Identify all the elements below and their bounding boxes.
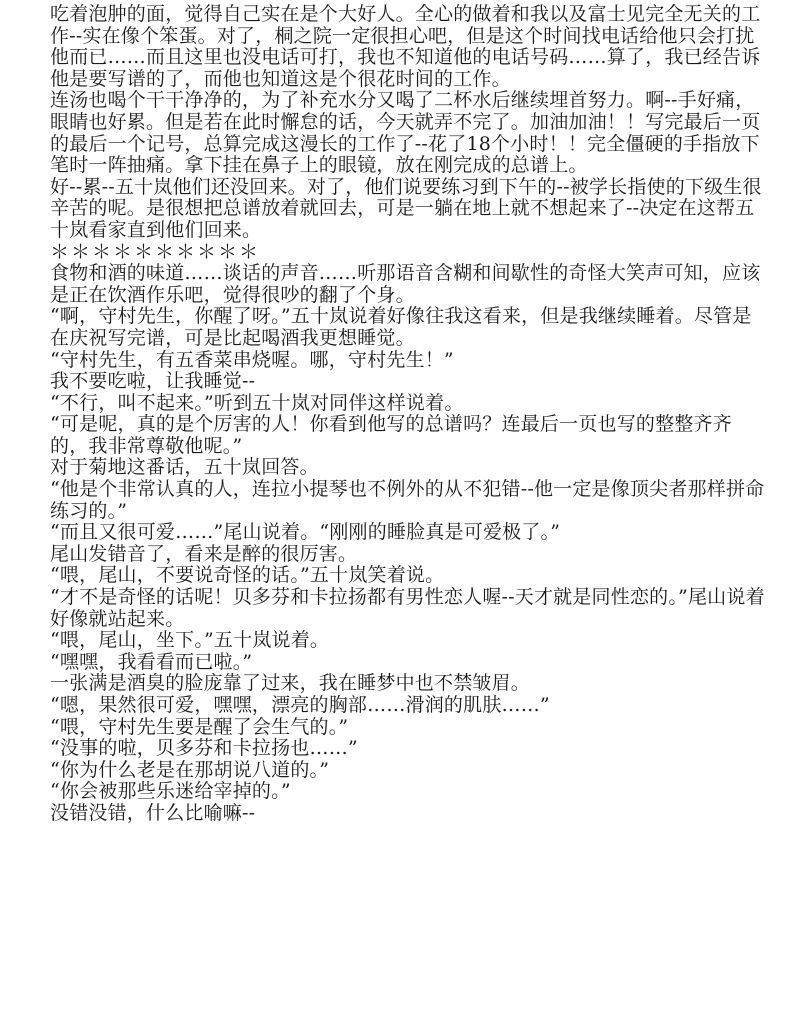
- paragraph: “啊，守村先生，你醒了呀。”五十岚说着好像往我这看来，但是我继续睡着。尽管是在庆祝写完谱，可是比起喝酒我更想睡觉。: [50, 305, 752, 349]
- paragraph: “嘿嘿，我看看而已啦。”: [50, 650, 253, 673]
- scene-break-asterisks: ＊＊＊＊＊＊＊＊＊＊: [50, 240, 261, 263]
- paragraph: “你为什么老是在那胡说八道的。”: [50, 758, 330, 781]
- paragraph: “喂，守村先生要是醒了会生气的。”: [50, 715, 349, 738]
- novel-text-body: [50, 4, 770, 825]
- paragraph: 尾山发错音了，看来是醉的很厉害。: [50, 542, 358, 565]
- paragraph: “你会被那些乐迷给宰掉的。”: [50, 780, 291, 803]
- paragraph: “嗯，果然很可爱，嘿嘿，漂亮的胸部……滑润的肌肤……”: [50, 694, 550, 716]
- paragraph: “喂，尾山，不要说奇怪的话。”五十岚笑着说。: [50, 564, 445, 587]
- paragraph: “没事的啦，贝多芬和卡拉扬也……”: [50, 737, 358, 760]
- paragraph: “才不是奇怪的话呢！贝多芬和卡拉扬都有男性恋人喔--天才就是同性恋的。”尾山说着好像就站起来。: [50, 586, 765, 630]
- paragraph: “守村先生，有五香菜串烧喔。哪，守村先生！”: [50, 348, 454, 371]
- paragraph: 好--累--五十岚他们还没回来。对了，他们说要练习到下午的--被学长指使的下级生很辛苦的呢。是很想把总谱放着就回去，可是一躺在地上就不想起来了--决定在这帮五十岚看家直到他们回来。: [50, 175, 762, 241]
- paragraph: “喂，尾山，坐下。”五十岚说着。: [50, 629, 330, 652]
- paragraph: 连汤也喝个干干净净的，为了补充水分又喝了二杯水后继续埋首努力。啊--手好痛，眼睛也好累。但是若在此时懈怠的话，今天就弄不完了。加油加油！！写完最后一页的最后一个记号，总算完成这漫长的工作了--花了18个小时！！完全僵硬的手指放下笔时一阵抽痛。拿下挂在鼻子上的眼镜，放在刚完成的总谱上。: [50, 89, 761, 177]
- paragraph: “不行，叫不起来。”听到五十岚对同伴这样说着。: [50, 391, 464, 414]
- paragraph: 一张满是酒臭的脸庞靠了过来，我在睡梦中也不禁皱眉。: [50, 672, 531, 695]
- paragraph: “而且又很可爱……”尾山说着。“刚刚的睡脸真是可爱极了。”: [50, 521, 561, 544]
- paragraph: 对于菊地这番话，五十岚回答。: [50, 456, 319, 479]
- paragraph: 吃着泡肿的面，觉得自己实在是个大好人。全心的做着和我以及富士见完全无关的工作--实在像个笨蛋。对了，桐之院一定很担心吧，但是这个时间找电话给他只会打扰他而已……而且这里也没电话可打，我也不知道他的电话号码……算了，我已经告诉他是要写谱的了，而他也知道这是个很花时间的工作。: [50, 3, 761, 90]
- paragraph: “他是个非常认真的人，连拉小提琴也不例外的从不犯错--他一定是像顶尖者那样拼命练习的。”: [50, 478, 765, 522]
- paragraph: 没错没错，什么比喻嘛--: [50, 801, 256, 824]
- paragraph: “可是呢，真的是个厉害的人！你看到他写的总谱吗？连最后一页也写的整整齐齐的，我非常尊敬他呢。”: [50, 413, 732, 457]
- paragraph: 食物和酒的味道……谈话的声音……听那语音含糊和间歇性的奇怪大笑声可知，应该是正在饮酒作乐吧，觉得很吵的翻了个身。: [50, 262, 761, 306]
- paragraph: 我不要吃啦，让我睡觉--: [50, 370, 256, 393]
